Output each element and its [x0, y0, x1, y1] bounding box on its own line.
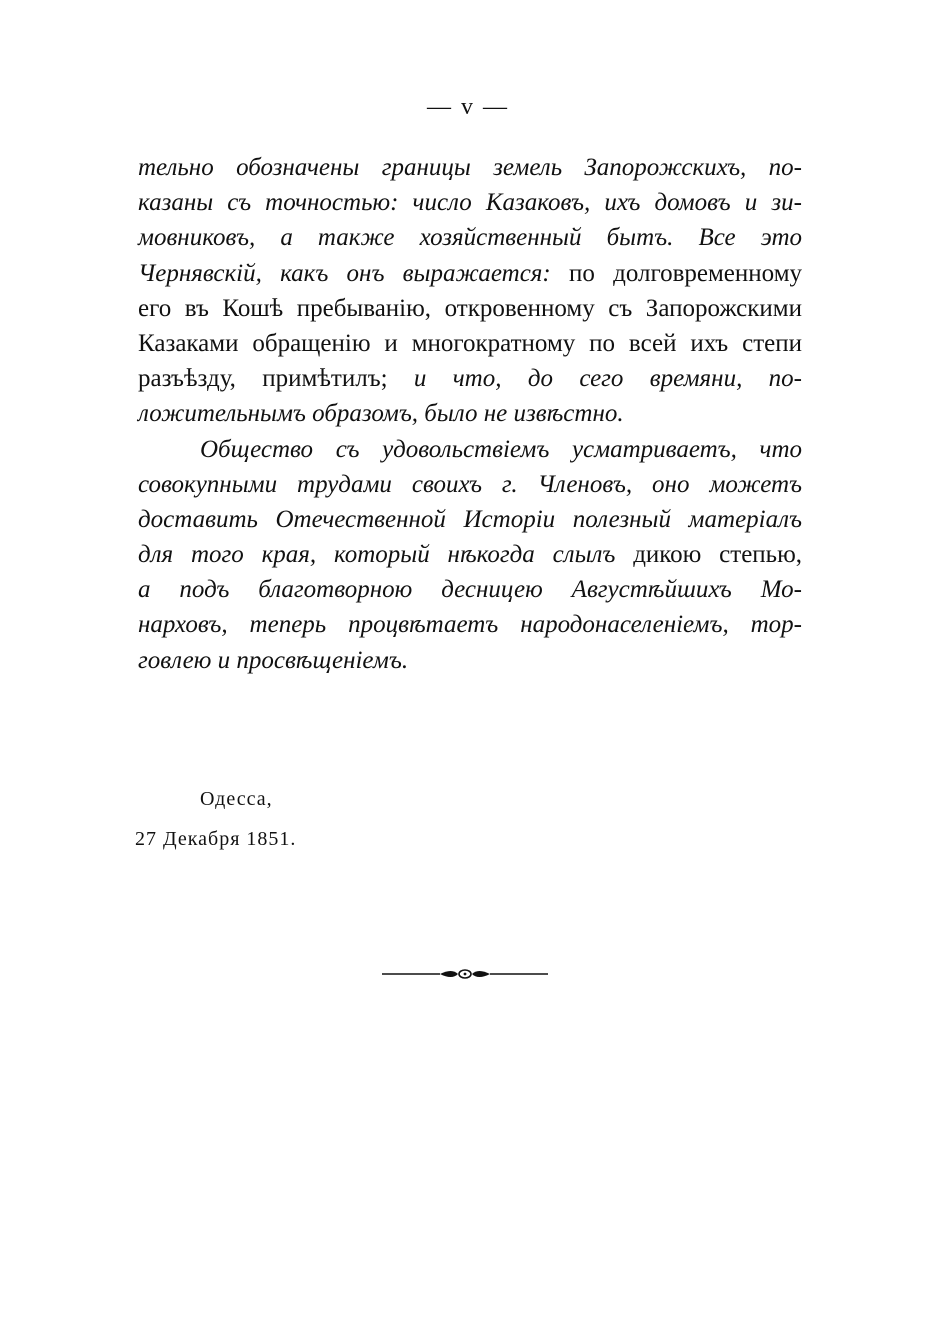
italic-text: тельно обозначены границы земель Запорожскихъ, по- — [138, 154, 802, 181]
text-line — [138, 220, 802, 255]
text-line — [138, 256, 802, 291]
text-line — [138, 502, 802, 537]
text-line — [138, 150, 802, 185]
text-line — [138, 396, 802, 431]
text-line — [138, 326, 802, 361]
italic-text: доставить Отечественной Исторіи полезный матеріалъ — [138, 505, 802, 533]
roman-text: по долговременному — [568, 259, 803, 287]
italic-text: и что, до сего времяни, по- — [413, 365, 802, 393]
page-number: — v — — [427, 94, 509, 120]
roman-text: разъѣзду, примѣтилъ; — [138, 365, 414, 393]
italic-text: говлею и просвѣщеніемъ. — [138, 646, 409, 674]
text-line — [138, 432, 802, 467]
text-line — [138, 467, 802, 502]
italic-text: Чернявскій, какъ онъ выражается: — [138, 259, 569, 287]
body-text — [138, 150, 802, 678]
text-line — [138, 607, 802, 642]
signature-city: Одесса, — [200, 788, 273, 810]
italic-text: а подъ благотворною десницею Августѣйшихъ Мо- — [138, 576, 802, 604]
text-line — [138, 537, 802, 572]
ornament-divider — [380, 962, 550, 986]
italic-text: для того края, который нѣкогда слылъ — [138, 541, 634, 569]
italic-text: казаны съ точностью: число Казаковъ, ихъ домовъ и зи- — [138, 189, 802, 217]
roman-text: Казаками обращенію и многократному по всей ихъ степи — [138, 329, 802, 357]
italic-text: Общество съ удовольствіемъ усматриваетъ, что — [200, 435, 802, 463]
text-line — [138, 572, 802, 607]
roman-text: дикою степью, — [633, 541, 802, 569]
text-line — [138, 185, 802, 220]
italic-text: ложительнымъ образомъ, было не извѣстно. — [138, 400, 624, 428]
text-line — [138, 361, 802, 396]
text-line — [138, 643, 802, 678]
signature-date: 27 Декабря 1851. — [135, 828, 297, 850]
italic-text: мовниковъ, а также хозяйственный бытъ. Все это — [138, 224, 802, 252]
roman-text: его въ Кошѣ пребыванію, откровенному съ Запорожскими — [138, 294, 802, 322]
text-line — [138, 291, 802, 326]
italic-text: нарховъ, теперь процвѣтаетъ народонаселеніемъ, тор- — [138, 611, 802, 639]
italic-text: совокупными трудами своихъ г. Членовъ, оно можетъ — [138, 470, 802, 498]
